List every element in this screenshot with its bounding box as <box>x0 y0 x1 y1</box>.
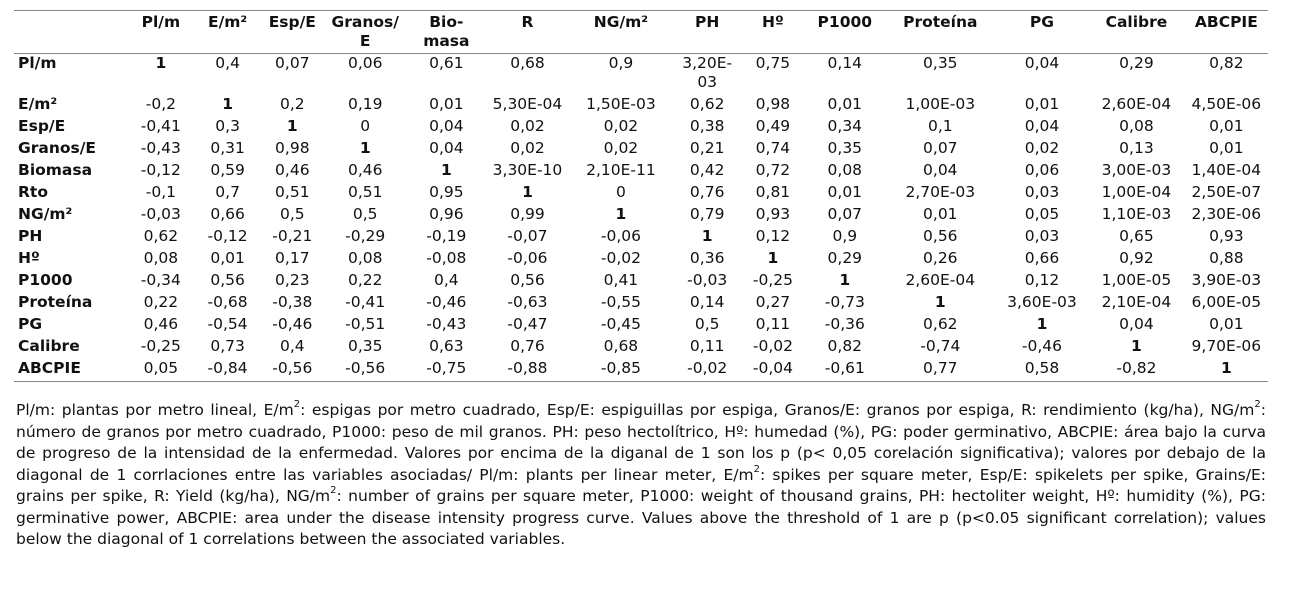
table-cell: 0,59 <box>210 161 245 179</box>
table-cell: 0,81 <box>755 183 791 201</box>
table-cell: -0,85 <box>600 359 641 377</box>
table-cell: -0,46 <box>272 315 313 333</box>
column-header: Proteína <box>903 13 978 31</box>
table-cell: 0,08 <box>143 249 179 267</box>
table-cell: -0,88 <box>507 359 548 377</box>
diagonal-cell: 1 <box>1220 359 1232 377</box>
table-cell: 0,92 <box>1119 249 1154 267</box>
table-row <box>14 227 1268 249</box>
table-cell: 0,11 <box>689 337 725 355</box>
diagonal-cell: 1 <box>615 205 627 223</box>
row-label: P1000 <box>18 271 73 289</box>
table-cell: -0,25 <box>752 271 793 289</box>
row-label: PG <box>18 315 43 333</box>
table-row <box>14 117 1268 139</box>
row-label: NG/m² <box>18 205 73 223</box>
diagonal-cell: 1 <box>440 161 452 179</box>
table-cell: 3,60E-03 <box>1007 293 1077 311</box>
row-label: Pl/m <box>18 54 57 72</box>
table-cell: -0,46 <box>426 293 467 311</box>
table-cell: -0,2 <box>145 95 176 113</box>
table-cell: 0,66 <box>1024 249 1060 267</box>
column-header: PH <box>695 13 720 31</box>
table-cell: 0,42 <box>689 161 725 179</box>
table-cell: 9,70E-06 <box>1191 337 1262 355</box>
table-cell: 0,38 <box>689 117 725 135</box>
table-cell: 0,35 <box>347 337 383 355</box>
table-cell: 0,75 <box>755 54 791 72</box>
table-cell: 0,73 <box>210 337 245 355</box>
table-cell: -0,56 <box>272 359 313 377</box>
table-cell: -0,45 <box>600 315 641 333</box>
table-cell: 4,50E-06 <box>1191 95 1262 113</box>
table-cell: 0,01 <box>429 95 464 113</box>
table-cell: 3,30E-10 <box>492 161 563 179</box>
table-cell: -0,34 <box>140 271 181 289</box>
table-cell: -0,41 <box>345 293 386 311</box>
document <box>14 10 1268 551</box>
table-cell: 0,06 <box>1024 161 1060 179</box>
diagonal-cell: 1 <box>522 183 533 201</box>
table-cell: 0,35 <box>827 139 863 157</box>
table-cell: 0,04 <box>1024 54 1060 72</box>
table-cell: 0,93 <box>755 205 791 223</box>
table-cell: 0,61 <box>429 54 464 72</box>
table-cell: 0,26 <box>923 249 958 267</box>
column-header: P1000 <box>817 13 873 31</box>
table-cell: 0,93 <box>1209 227 1244 245</box>
table-caption <box>14 400 1266 551</box>
table-header <box>14 11 1268 54</box>
diagonal-cell: 1 <box>155 54 167 72</box>
table-cell: 0,01 <box>1024 95 1060 113</box>
row-label: Proteína <box>18 293 93 311</box>
table-cell: 0,63 <box>429 337 464 355</box>
table-cell: -0,74 <box>920 337 961 355</box>
table-cell: 0,56 <box>923 227 958 245</box>
table-cell: 0,96 <box>429 205 464 223</box>
table-cell: -0,82 <box>1116 359 1157 377</box>
header-cell-blank <box>14 11 127 54</box>
table-cell: 0,72 <box>755 161 791 179</box>
column-header: Pl/m <box>141 13 181 31</box>
table-cell: -0,73 <box>824 293 865 311</box>
table-cell: -0,36 <box>824 315 865 333</box>
table-body <box>14 54 1268 382</box>
table-cell: -0,54 <box>207 315 248 333</box>
table-cell: -0,08 <box>426 249 467 267</box>
table-cell: -0,21 <box>272 227 313 245</box>
table-cell: 0,82 <box>1209 54 1244 72</box>
table-cell: -0,04 <box>752 359 793 377</box>
row-label: ABCPIE <box>18 359 81 377</box>
row-label: Hº <box>18 249 40 267</box>
diagonal-cell: 1 <box>701 227 713 245</box>
table-cell: 0,01 <box>923 205 958 223</box>
table-cell: -0,12 <box>140 161 181 179</box>
table-cell: 0,11 <box>755 315 791 333</box>
table-cell: 5,30E-04 <box>492 95 563 113</box>
column-header: R <box>521 13 534 31</box>
table-cell: -0,68 <box>207 293 248 311</box>
table-cell: 0,46 <box>275 161 310 179</box>
table-cell: -0,84 <box>207 359 248 377</box>
table-cell: 0,5 <box>694 315 720 333</box>
table-cell: 0,56 <box>210 271 245 289</box>
table-cell: -0,02 <box>687 359 728 377</box>
table-cell: -0,55 <box>600 293 641 311</box>
table-cell: 0,01 <box>827 95 863 113</box>
table-cell: 0,22 <box>347 271 383 289</box>
row-label: Granos/E <box>18 139 96 157</box>
table-cell: 0,41 <box>603 271 639 289</box>
table-row <box>14 271 1268 293</box>
table-cell: -0,1 <box>145 183 176 201</box>
table-cell: -0,46 <box>1021 337 1063 355</box>
table-cell: 2,30E-06 <box>1191 205 1262 223</box>
table-cell: 0,9 <box>832 227 858 245</box>
table-cell: 0,74 <box>755 139 791 157</box>
table-cell: 3,20E-03 <box>682 54 733 91</box>
table-cell: -0,75 <box>426 359 467 377</box>
superscript: 2 <box>1254 399 1261 410</box>
table-cell: 0,13 <box>1119 139 1154 157</box>
row-label: Calibre <box>18 337 80 355</box>
column-header: Esp/E <box>268 13 316 31</box>
table-cell: 0,31 <box>210 139 245 157</box>
table-cell: 0,07 <box>827 205 863 223</box>
table-cell: -0,07 <box>507 227 548 245</box>
table-cell: 1,10E-03 <box>1101 205 1172 223</box>
table-cell: 0,02 <box>510 117 545 135</box>
caption-text: : espigas por metro cuadrado, Esp/E: espiguillas por espiga, Granos/E: granos por espiga, R: rendimiento (kg/ha), NG/m <box>300 401 1255 419</box>
row-label: PH <box>18 227 43 245</box>
table-cell: 0,68 <box>510 54 545 72</box>
table-cell: 0,79 <box>689 205 725 223</box>
table-cell: 0,04 <box>429 117 464 135</box>
table-cell: 0,66 <box>210 205 245 223</box>
diagonal-cell: 1 <box>359 139 371 157</box>
table-cell: 1,00E-05 <box>1101 271 1172 289</box>
table-cell: 0,05 <box>143 359 179 377</box>
superscript: 2 <box>330 485 337 496</box>
table-cell: 0,22 <box>143 293 179 311</box>
table-cell: 0,07 <box>923 139 958 157</box>
table-cell: 0,56 <box>510 271 545 289</box>
table-cell: 0,77 <box>923 359 958 377</box>
table-cell: 0,76 <box>689 183 725 201</box>
table-cell: 3,00E-03 <box>1101 161 1172 179</box>
table-row <box>14 139 1268 161</box>
table-cell: 0,95 <box>429 183 464 201</box>
table-cell: -0,56 <box>345 359 386 377</box>
table-cell: 0,65 <box>1119 227 1154 245</box>
table-cell: -0,25 <box>140 337 181 355</box>
table-cell: 0,82 <box>827 337 863 355</box>
column-header: Calibre <box>1105 13 1168 31</box>
table-cell: 1,40E-04 <box>1191 161 1262 179</box>
table-cell: 2,10E-11 <box>586 161 656 179</box>
table-row <box>14 293 1268 315</box>
table-cell: -0,43 <box>140 139 181 157</box>
table-cell: 0,62 <box>689 95 725 113</box>
column-header: NG/m² <box>593 13 649 31</box>
table-cell: -0,03 <box>140 205 181 223</box>
table-row <box>14 315 1268 337</box>
table-cell: 0,01 <box>1209 117 1244 135</box>
table-cell: 0,14 <box>689 293 725 311</box>
table-cell: 0,03 <box>1024 227 1060 245</box>
table-cell: 0,04 <box>923 161 958 179</box>
caption-text: Pl/m: plantas por metro lineal, E/m <box>16 401 294 419</box>
correlation-table <box>14 10 1268 382</box>
row-label: Rto <box>18 183 48 201</box>
table-cell: -0,51 <box>345 315 386 333</box>
table-cell: 0,1 <box>927 117 953 135</box>
table-cell: 0,29 <box>1119 54 1154 72</box>
superscript: 2 <box>293 399 301 410</box>
table-cell: 0,98 <box>755 95 791 113</box>
table-cell: 0,02 <box>603 117 639 135</box>
table-cell: 0,08 <box>1119 117 1154 135</box>
table-cell: 2,10E-04 <box>1101 293 1172 311</box>
table-cell: 0,03 <box>1024 183 1060 201</box>
table-cell: -0,19 <box>426 227 467 245</box>
column-header: Hº <box>762 13 784 31</box>
diagonal-cell: 1 <box>222 95 233 113</box>
table-cell: 0,12 <box>755 227 791 245</box>
table-cell: 0,02 <box>603 139 639 157</box>
table-cell: -0,02 <box>752 337 793 355</box>
table-cell: 0,34 <box>827 117 863 135</box>
table-cell: -0,38 <box>272 293 313 311</box>
table-cell: 6,00E-05 <box>1191 293 1262 311</box>
table-cell: -0,63 <box>507 293 548 311</box>
table-cell: -0,06 <box>507 249 548 267</box>
table-cell: -0,02 <box>600 249 641 267</box>
row-label: E/m² <box>18 95 58 113</box>
diagonal-cell: 1 <box>767 249 779 267</box>
table-cell: -0,41 <box>140 117 181 135</box>
table-cell: 0,14 <box>827 54 863 72</box>
table-cell: -0,29 <box>345 227 386 245</box>
table-cell: 0,4 <box>279 337 305 355</box>
table-cell: 0,9 <box>608 54 634 72</box>
column-header: Bio- masa <box>423 13 470 50</box>
table-cell: 0,12 <box>1024 271 1060 289</box>
table-cell: 0,08 <box>347 249 383 267</box>
table-cell: 0,4 <box>434 271 459 289</box>
superscript: 2 <box>753 463 760 475</box>
table-cell: 0,04 <box>429 139 464 157</box>
table-row <box>14 205 1268 227</box>
table-cell: 0,46 <box>347 161 383 179</box>
table-cell: 2,50E-07 <box>1191 183 1262 201</box>
table-cell: 0,5 <box>352 205 378 223</box>
table-cell: 0,51 <box>347 183 383 201</box>
table-cell: 0,17 <box>275 249 310 267</box>
table-cell: 0,01 <box>1209 139 1244 157</box>
table-row <box>14 183 1268 205</box>
table-cell: 0,36 <box>689 249 725 267</box>
table-cell: 0,01 <box>210 249 245 267</box>
table-cell: 0,62 <box>143 227 179 245</box>
table-row <box>14 95 1268 117</box>
table-cell: 3,90E-03 <box>1191 271 1262 289</box>
diagonal-cell: 1 <box>934 293 946 311</box>
table-cell: 0,04 <box>1024 117 1060 135</box>
table-cell: -0,12 <box>207 227 248 245</box>
table-row <box>14 161 1268 183</box>
table-cell: -0,61 <box>824 359 865 377</box>
table-cell: 0,01 <box>827 183 863 201</box>
table-cell: 0,02 <box>1024 139 1060 157</box>
table-cell: 0,99 <box>510 205 545 223</box>
column-header: ABCPIE <box>1194 13 1258 31</box>
table-cell: 2,70E-03 <box>905 183 976 201</box>
table-cell: 0,19 <box>347 95 383 113</box>
caption-text: : number of grains per square meter, P1000: weight of thousand grains, PH: hectoliter weight, Hº: humidity (%), PG: germinative power, ABCPIE: area under the disease intensity progress curve. Values above the threshold of 1 are p (p<0.05 significant correlation); values below the diagonal of 1 correlations between the associated variables. <box>16 487 1266 548</box>
table-cell: 0,05 <box>1024 205 1060 223</box>
table-cell: 2,60E-04 <box>1101 95 1172 113</box>
diagonal-cell: 1 <box>839 271 851 289</box>
table-cell: 0,27 <box>755 293 791 311</box>
table-cell: 0,07 <box>275 54 310 72</box>
table-cell: 2,60E-04 <box>905 271 976 289</box>
diagonal-cell: 1 <box>1131 337 1142 355</box>
table-cell: 0,21 <box>689 139 725 157</box>
table-cell: 0,02 <box>510 139 545 157</box>
table-cell: 0,01 <box>1209 315 1244 333</box>
table-cell: 0,51 <box>275 183 310 201</box>
diagonal-cell: 1 <box>286 117 298 135</box>
table-row <box>14 249 1268 271</box>
caption-text: : número de granos por metro cuadrado, P1000: peso de mil granos. PH: peso hectolítrico, Hº: humedad (%), PG: poder germinativo, ABCPIE: área bajo la curva de progreso de la intensidad de la enfermedad. Valores por encima de la diganal de 1 son los p (p< 0,05 corelación significativa); valores por debajo de la diagonal de 1 corrlaciones entre las variables asociadas/ Pl/m: plants per linear meter, E/m <box>16 401 1266 484</box>
table-cell: 0,3 <box>215 117 240 135</box>
column-header: PG <box>1029 13 1054 31</box>
row-label: Biomasa <box>18 161 93 179</box>
table-cell: 0,68 <box>603 337 639 355</box>
table-row <box>14 54 1268 96</box>
table-cell: -0,47 <box>507 315 548 333</box>
table-cell: 0 <box>615 183 626 201</box>
column-header: E/m² <box>208 13 248 31</box>
table-cell: -0,43 <box>426 315 467 333</box>
table-cell: 0,4 <box>215 54 240 72</box>
table-cell: 0,35 <box>923 54 958 72</box>
row-label: Esp/E <box>18 117 66 135</box>
table-cell: 0,23 <box>275 271 310 289</box>
table-row <box>14 359 1268 382</box>
header-row <box>14 11 1268 54</box>
caption-text: : spikes per square meter, Esp/E: spikelets per spike, Grains/E: grains per spike, R: Yield (kg/ha), NG/m <box>16 465 1266 505</box>
table-cell: 0,29 <box>827 249 863 267</box>
table-cell: 1,00E-03 <box>905 95 976 113</box>
table-cell: -0,03 <box>687 271 728 289</box>
table-cell: 0,46 <box>143 315 179 333</box>
table-cell: 1,00E-04 <box>1101 183 1172 201</box>
table-cell: 0,58 <box>1024 359 1060 377</box>
table-cell: 0,08 <box>827 161 863 179</box>
table-cell: 0,62 <box>923 315 958 333</box>
table-cell: 0,76 <box>510 337 545 355</box>
column-header: Granos/ E <box>331 13 399 50</box>
table-cell: 0,49 <box>755 117 791 135</box>
table-cell: 0,5 <box>279 205 305 223</box>
table-row <box>14 337 1268 359</box>
table-cell: 0,2 <box>279 95 305 113</box>
table-cell: -0,06 <box>600 227 641 245</box>
diagonal-cell: 1 <box>1036 315 1048 333</box>
table-cell: 0,06 <box>347 54 383 72</box>
table-cell: 0 <box>360 117 371 135</box>
table-cell: 0,98 <box>275 139 310 157</box>
table-cell: 1,50E-03 <box>586 95 656 113</box>
table-cell: 0,88 <box>1209 249 1244 267</box>
table-cell: 0,7 <box>215 183 240 201</box>
table-cell: 0,04 <box>1119 315 1154 333</box>
